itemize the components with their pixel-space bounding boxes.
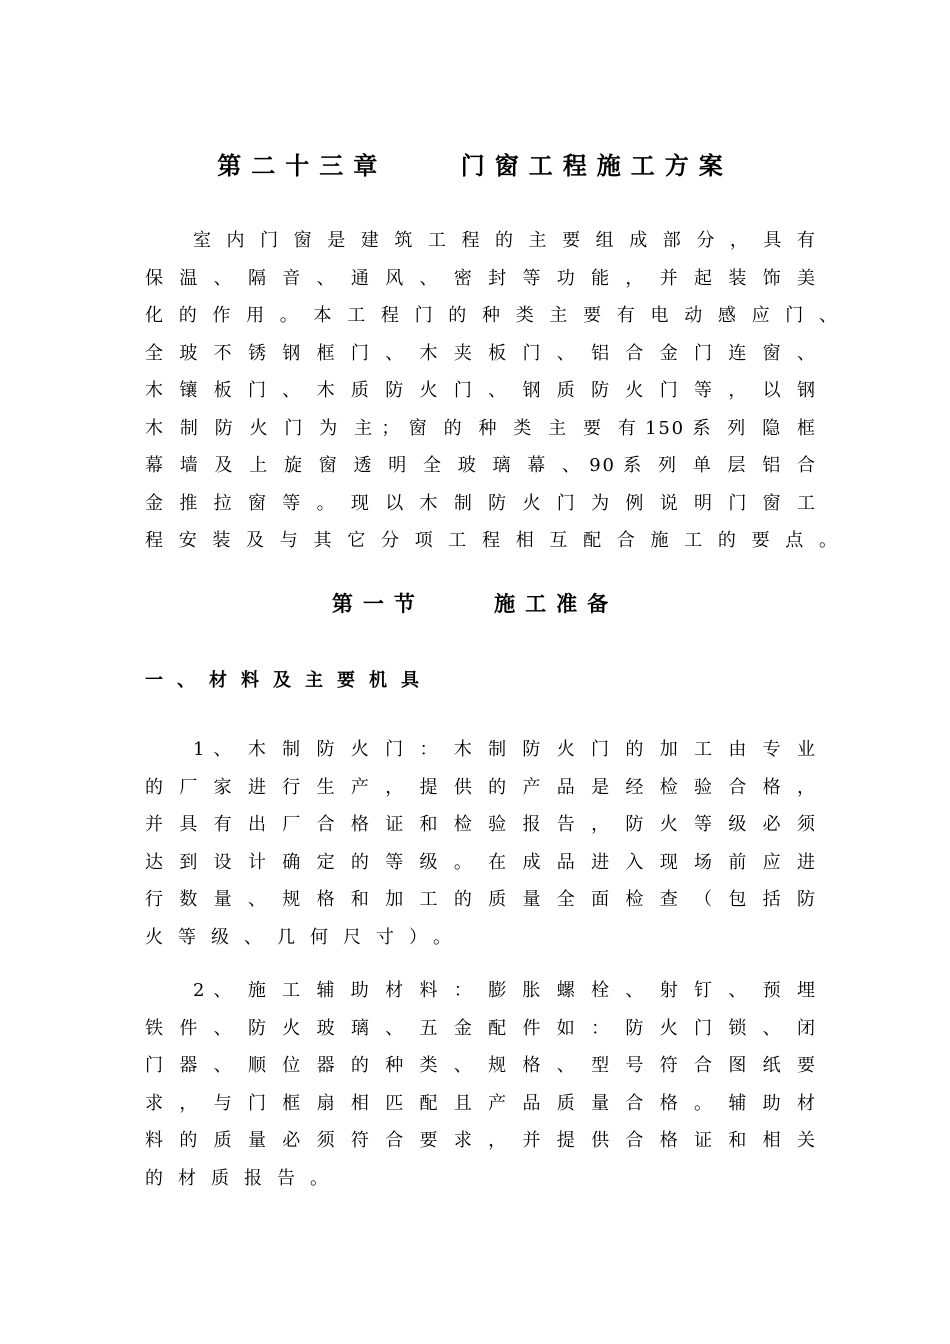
paragraph-line: 幕 墙 及 上 旋 窗 透 明 全 玻 璃 幕 、 9 0 系 列 单 层 铝 合	[145, 455, 815, 476]
paragraph-line: 金 推 拉 窗 等 。 现 以 木 制 防 火 门 为 例 说 明 门 窗 工	[145, 492, 815, 514]
paragraph-line: 铁 件 、 防 火 玻 璃 、 五 金 配 件 如 ： 防 火 门 锁 、 闭	[145, 1017, 815, 1039]
paragraph-line: 化 的 作 用 。 本 工 程 门 的 种 类 主 要 有 电 动 感 应 门 、	[145, 305, 837, 326]
paragraph-line: 的材质报告。	[145, 1167, 343, 1189]
item-2-paragraph	[145, 972, 815, 1197]
paragraph-line: 木 镶 板 门 、 木 质 防 火 门 、 钢 质 防 火 门 等 ， 以 钢	[145, 380, 815, 401]
paragraph-line: 并 具 有 出 厂 合 格 证 和 检 验 报 告 ， 防 火 等 级 必 须	[145, 814, 815, 835]
paragraph-line: 全 玻 不 锈 钢 框 门 、 木 夹 板 门 、 铝 合 金 门 连 窗 、	[145, 342, 815, 364]
paragraph-line: 求 ， 与 门 框 扇 相 匹 配 且 产 品 质 量 合 格 。 辅 助 材	[145, 1092, 815, 1114]
intro-paragraph	[145, 222, 837, 560]
paragraph-line: 室 内 门 窗 是 建 筑 工 程 的 主 要 组 成 部 分 ， 具 有	[193, 230, 815, 251]
paragraph-line: 木 制 防 火 门 为 主 ； 窗 的 种 类 主 要 有 1 5 0 系 列 隐 框	[145, 417, 815, 439]
paragraph-line: 料 的 质 量 必 须 符 合 要 求 ， 并 提 供 合 格 证 和 相 关	[145, 1130, 815, 1151]
paragraph-line: 保 温 、 隔 音 、 通 风 、 密 封 等 功 能 ， 并 起 装 饰 美	[145, 267, 815, 289]
paragraph-line: 1 、 木 制 防 火 门 ： 木 制 防 火 门 的 加 工 由 专 业	[193, 739, 815, 760]
paragraph-line: 门 器 、 顺 位 器 的 种 类 、 规 格 、 型 号 符 合 图 纸 要	[145, 1055, 815, 1076]
paragraph-line: 达 到 设 计 确 定 的 等 级 。 在 成 品 进 入 现 场 前 应 进	[145, 851, 815, 873]
paragraph-line: 2 、 施 工 辅 助 材 料 ： 膨 胀 螺 栓 、 射 钉 、 预 埋	[193, 980, 815, 1001]
paragraph-line: 程 安 装 及 与 其 它 分 项 工 程 相 互 配 合 施 工 的 要 点 。	[145, 530, 837, 551]
paragraph-line: 行 数 量 、 规 格 和 加 工 的 质 量 全 面 检 查 （ 包 括 防	[145, 889, 815, 910]
chapter-title: 第二十三章 门窗工程施工方案	[217, 152, 733, 180]
paragraph-line: 火等级、几何尺寸）。	[145, 926, 466, 948]
sub-heading: 一、材料及主要机具	[145, 670, 433, 691]
section-title: 第一节 施工准备	[331, 592, 619, 616]
paragraph-line: 的 厂 家 进 行 生 产 ， 提 供 的 产 品 是 经 检 验 合 格 ，	[145, 776, 815, 798]
item-1-paragraph	[145, 731, 815, 956]
